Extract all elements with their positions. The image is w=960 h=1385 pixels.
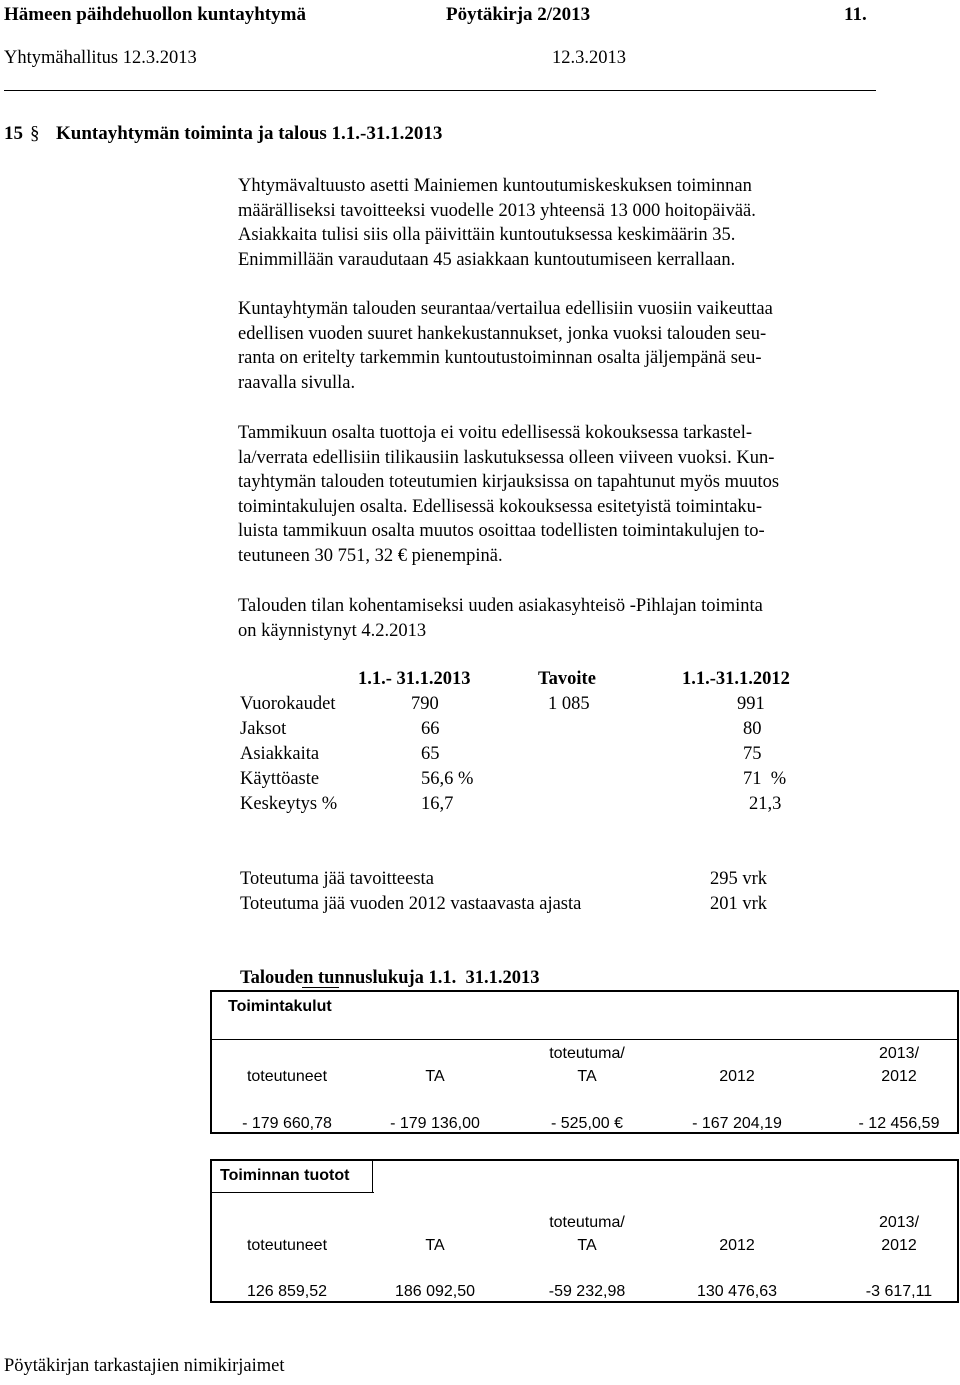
finance-title-dash xyxy=(302,987,339,988)
column-header: TA xyxy=(425,1237,445,1254)
paragraph-line: raavalla sivulla. xyxy=(238,372,356,393)
stats-current: 65 xyxy=(421,744,440,764)
section-title: Kuntayhtymän toiminta ja talous 1.1.-31.1.2013 xyxy=(56,123,443,144)
stats-current: 790 xyxy=(411,694,439,714)
meeting-date: 12.3.2013 xyxy=(552,48,626,68)
table-cell: 130 476,63 xyxy=(696,1283,778,1300)
paragraph-line: tayhtymän talouden toteutumien kirjauksissa on tapahtunut myös muutos xyxy=(238,472,780,492)
document-title: Pöytäkirja 2/2013 xyxy=(446,4,591,25)
revenue-table-title: Toiminnan tuotot xyxy=(220,1167,350,1184)
revenue-table-title-border xyxy=(372,1159,373,1193)
stats-current: 66 xyxy=(421,719,440,739)
paragraph-4 xyxy=(238,594,878,643)
summary-value: 201 vrk xyxy=(710,894,768,914)
paragraph-line: Asiakkaita tulisi siis olla päivittäin kuntoutuksessa keskimäärin 35. xyxy=(238,225,736,245)
paragraph-line: ranta on eritelty tarkemmin kuntoutustoiminnan osalta jäljempänä seu- xyxy=(238,348,762,368)
expenses-table-title: Toimintakulut xyxy=(228,998,332,1015)
column-header: 2012 xyxy=(719,1068,755,1085)
stats-previous: 21,3 xyxy=(749,794,782,814)
expenses-table xyxy=(210,990,959,1134)
stats-previous: 71 % xyxy=(743,769,787,789)
table-cell: - 167 204,19 xyxy=(692,1115,782,1132)
stats-current: 16,7 xyxy=(421,794,454,814)
section-symbol: § xyxy=(30,123,40,144)
summary-label: Toteutuma jää tavoitteesta xyxy=(240,869,434,889)
column-header: 2012 xyxy=(719,1237,755,1254)
stats-label: Asiakkaita xyxy=(240,744,320,764)
footer-text: Pöytäkirjan tarkastajien nimikirjaimet xyxy=(4,1356,285,1376)
page-number: 11. xyxy=(844,4,867,25)
table-cell: - 179 136,00 xyxy=(390,1115,480,1132)
stats-previous: 991 xyxy=(737,694,765,714)
stats-previous: 80 xyxy=(743,719,762,739)
paragraph-1 xyxy=(238,174,878,272)
section-number: 15 xyxy=(4,123,23,144)
revenue-table xyxy=(210,1159,959,1303)
paragraph-line: edellisen vuoden suuret hankekustannukset, jonka vuoksi talouden seu- xyxy=(238,323,767,344)
stats-label: Käyttöaste xyxy=(240,769,320,789)
table-cell: 126 859,52 xyxy=(246,1283,328,1300)
stats-label: Vuorokaudet xyxy=(240,694,336,714)
meeting-body: Yhtymähallitus 12.3.2013 xyxy=(4,48,197,68)
paragraph-line: Yhtymävaltuusto asetti Mainiemen kuntoutumiskeskuksen toiminnan xyxy=(238,176,752,196)
stats-header-previous: 1.1.-31.1.2012 xyxy=(682,669,790,689)
stats-header-target: Tavoite xyxy=(538,669,596,689)
table-cell: -59 232,98 xyxy=(548,1283,626,1300)
paragraph-line: määrälliseksi tavoitteeksi vuodelle 2013 yhteensä 13 000 hoitopäivää. xyxy=(238,200,756,221)
column-header: toteutuneet xyxy=(246,1068,328,1085)
summary-label: Toteutuma jää vuoden 2012 vastaavasta ajasta xyxy=(240,894,582,914)
org-name: Hämeen päihdehuollon kuntayhtymä xyxy=(4,4,306,25)
paragraph-line: on käynnistynyt 4.2.2013 xyxy=(238,620,427,641)
column-header-top: 2013/ xyxy=(878,1045,920,1062)
column-header: 2012 xyxy=(881,1068,917,1085)
paragraph-line: la/verrata edellisiin tilikausiin laskutuksessa olleen viiveen vuoksi. Kun- xyxy=(238,447,775,468)
stats-target: 1 085 xyxy=(548,694,590,714)
header-rule xyxy=(4,90,876,91)
column-header: 2012 xyxy=(881,1237,917,1254)
stats-label: Keskeytys % xyxy=(240,794,338,814)
paragraph-2 xyxy=(238,297,878,395)
column-header: TA xyxy=(425,1068,445,1085)
revenue-table-divider xyxy=(210,1192,374,1193)
column-header: toteutuneet xyxy=(246,1237,328,1254)
paragraph-line: toimintakulujen osalta. Edellisessä kokouksessa esitetyistä toimintaku- xyxy=(238,496,763,517)
table-cell: - 12 456,59 xyxy=(858,1115,940,1132)
stats-label: Jaksot xyxy=(240,719,287,739)
summary-value: 295 vrk xyxy=(710,869,768,889)
table-cell: 186 092,50 xyxy=(394,1283,476,1300)
paragraph-line: Kuntayhtymän talouden seurantaa/vertailua edellisiin vuosiin vaikeuttaa xyxy=(238,299,773,319)
table-cell: - 525,00 € xyxy=(550,1115,624,1132)
column-header-top: 2013/ xyxy=(878,1214,920,1231)
paragraph-line: Tammikuun osalta tuottoja ei voitu edellisessä kokouksessa tarkastel- xyxy=(238,423,753,443)
column-header: TA xyxy=(577,1068,597,1085)
column-header-top: toteutuma/ xyxy=(549,1045,625,1062)
table-cell: - 179 660,78 xyxy=(242,1115,332,1132)
stats-previous: 75 xyxy=(743,744,762,764)
column-header: TA xyxy=(577,1237,597,1254)
stats-current: 56,6 % xyxy=(421,769,474,789)
finance-title: Talouden tunnuslukuja 1.1. 31.1.2013 xyxy=(240,968,540,988)
stats-header-current: 1.1.- 31.1.2013 xyxy=(358,669,471,689)
paragraph-line: Enimmillään varaudutaan 45 asiakkaan kuntoutumiseen kerrallaan. xyxy=(238,249,736,270)
expenses-table-divider xyxy=(210,1039,959,1040)
paragraph-3 xyxy=(238,421,878,568)
column-header-top: toteutuma/ xyxy=(549,1214,625,1231)
table-cell: -3 617,11 xyxy=(865,1283,933,1300)
paragraph-line: luista tammikuun osalta muutos osoittaa todellisten toimintakulujen to- xyxy=(238,521,765,541)
paragraph-line: Talouden tilan kohentamiseksi uuden asiakasyhteisö -Pihlajan toiminta xyxy=(238,596,763,616)
paragraph-line: teutuneen 30 751, 32 € pienempinä. xyxy=(238,545,503,566)
